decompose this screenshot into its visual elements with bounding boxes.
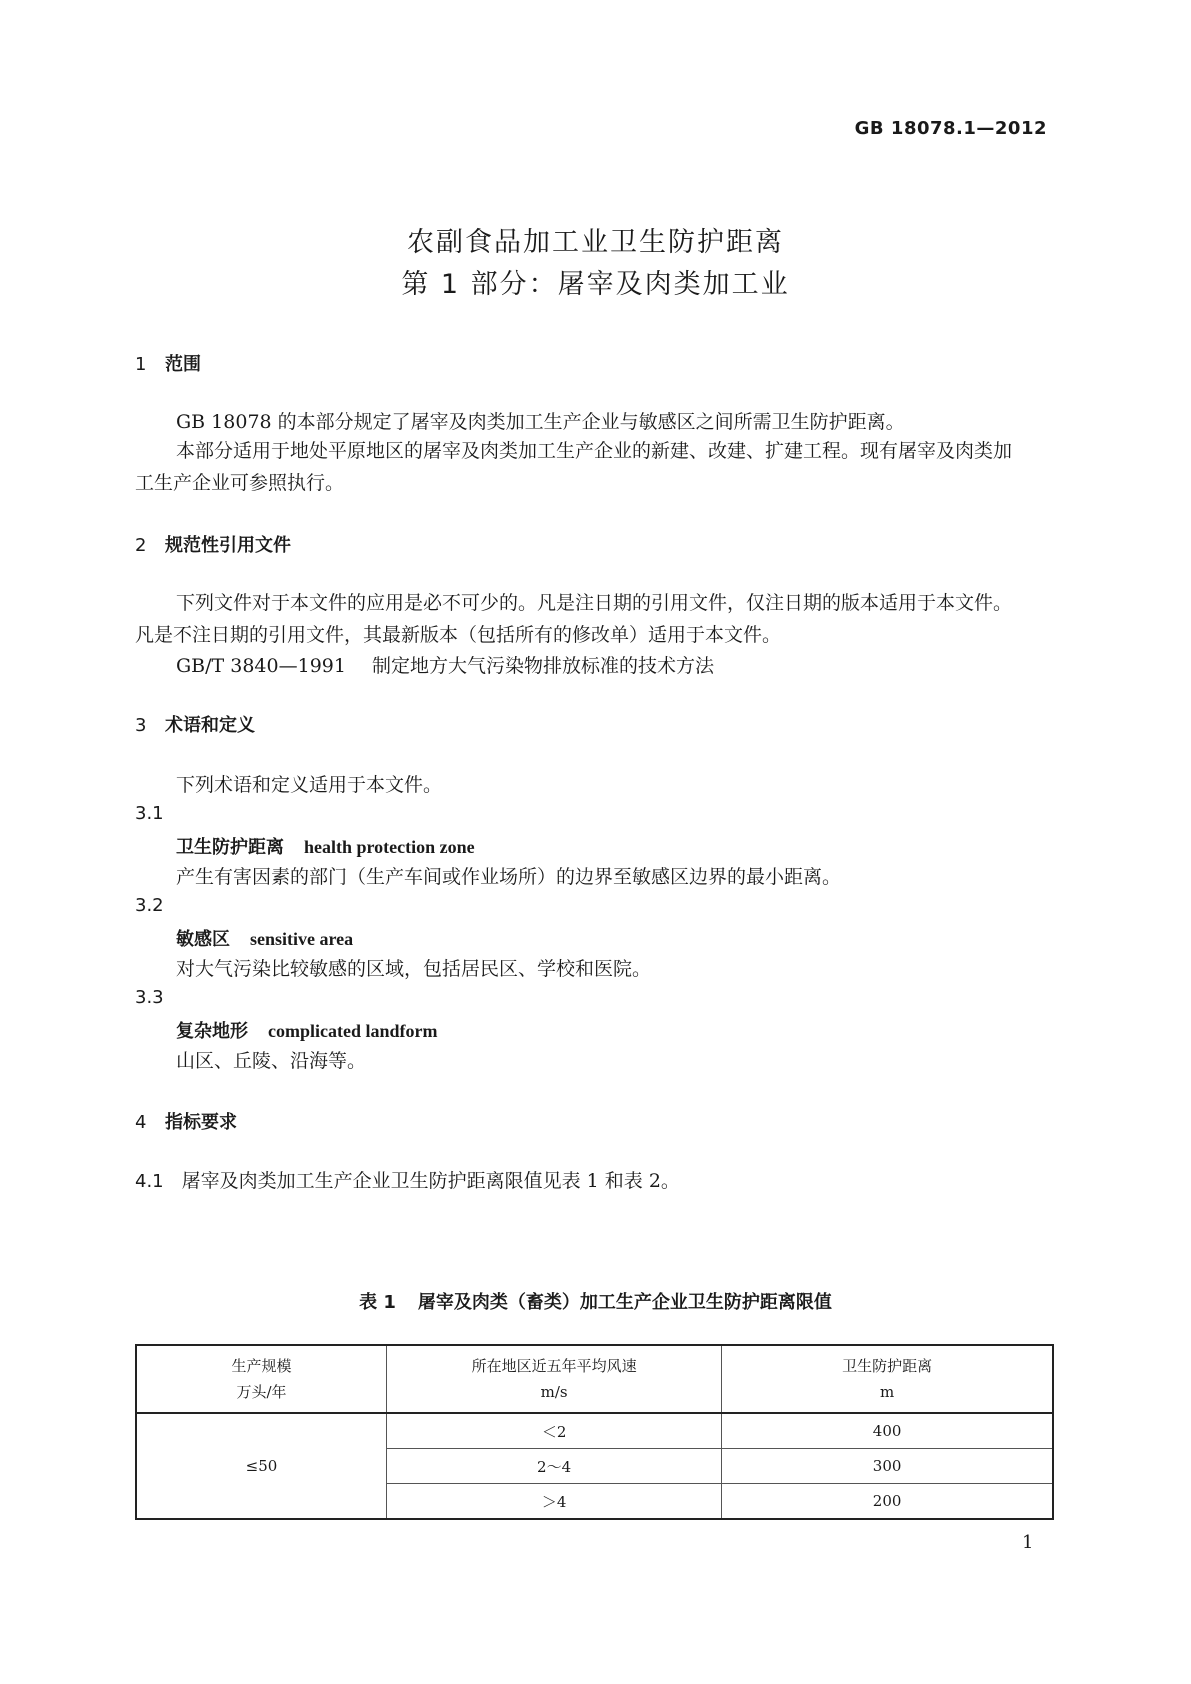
section-heading-scope <box>135 350 201 376</box>
table-row <box>136 1413 1053 1449</box>
document-title: 农副食品加工业卫生防护距离 <box>407 227 784 258</box>
table-cell-wind: ＜2 <box>386 1413 721 1449</box>
table-cell-wind: ＞4 <box>386 1484 721 1520</box>
protection-distance-table <box>135 1344 1054 1520</box>
table-header-row <box>136 1345 1053 1413</box>
section-heading-terms <box>135 711 255 737</box>
table-header-cell: 所在地区近五年平均风速 m/s <box>386 1345 721 1413</box>
term-name-zh: 复杂地形 <box>176 1021 248 1042</box>
section-heading-requirements <box>135 1108 237 1134</box>
section-title: 范围 <box>165 354 201 375</box>
document-subtitle: 第 1 部分：屠宰及肉类加工业 <box>401 269 790 300</box>
table-caption-title: 屠宰及肉类（畜类）加工生产企业卫生防护距离限值 <box>417 1292 832 1313</box>
table-cell-wind: 2～4 <box>386 1449 721 1484</box>
table-cell-distance: 200 <box>722 1484 1053 1520</box>
term-definition: 山区、丘陵、沿海等。 <box>176 1050 367 1072</box>
section-number: 4 <box>135 1112 147 1133</box>
table-caption-number: 表 1 <box>359 1292 396 1313</box>
term-definition: 产生有害因素的部门（生产车间或作业场所）的边界至敏感区边界的最小距离。 <box>176 866 842 888</box>
clause-text: 屠宰及肉类加工生产企业卫生防护距离限值见表 1 和表 2。 <box>181 1170 680 1192</box>
scope-paragraph-1: GB 18078 的本部分规定了屠宰及肉类加工生产企业与敏感区之间所需卫生防护距离。 <box>176 411 905 433</box>
term-name-en: complicated landform <box>268 1021 438 1041</box>
table-header-cell: 生产规模 万头/年 <box>136 1345 386 1413</box>
clause-number: 4.1 <box>135 1171 164 1192</box>
term-definition: 对大气污染比较敏感的区域，包括居民区、学校和医院。 <box>176 958 652 980</box>
term-name-en: health protection zone <box>304 837 475 857</box>
section-title: 术语和定义 <box>165 715 255 736</box>
term-number: 3.1 <box>135 803 164 824</box>
term-number: 3.2 <box>135 895 164 916</box>
reference-title: 制定地方大气污染物排放标准的技术方法 <box>371 655 714 677</box>
section-title: 规范性引用文件 <box>165 535 291 556</box>
terms-intro: 下列术语和定义适用于本文件。 <box>176 774 443 796</box>
table-cell-distance: 400 <box>722 1413 1053 1449</box>
term-number: 3.3 <box>135 987 164 1008</box>
table-cell-distance: 300 <box>722 1449 1053 1484</box>
section-heading-references <box>135 531 291 557</box>
standard-code: GB 18078.1—2012 <box>854 118 1047 139</box>
term-name <box>176 1017 437 1043</box>
term-name-zh: 卫生防护距离 <box>176 837 284 858</box>
section-number: 2 <box>135 535 147 556</box>
term-name <box>176 833 475 859</box>
term-name-en: sensitive area <box>250 929 354 949</box>
references-paragraph: 下列文件对于本文件的应用是必不可少的。凡是注日期的引用文件，仅注日期的版本适用于本文件。凡是不注日期的引用文件，其最新版本（包括所有的修改单）适用于本文件。 <box>135 592 1013 646</box>
reference-code: GB/T 3840—1991 <box>176 655 346 677</box>
section-number: 3 <box>135 715 147 736</box>
term-name-zh: 敏感区 <box>176 929 230 950</box>
table-caption <box>0 1288 1191 1314</box>
scope-paragraph-2: 本部分适用于地处平原地区的屠宰及肉类加工生产企业的新建、改建、扩建工程。现有屠宰及肉类加工生产企业可参照执行。 <box>135 440 1013 494</box>
clause-4-1 <box>135 1166 680 1193</box>
term-name <box>176 925 353 951</box>
table-header-cell: 卫生防护距离 m <box>722 1345 1053 1413</box>
page-number: 1 <box>1022 1532 1034 1553</box>
reference-entry <box>176 651 714 678</box>
section-title: 指标要求 <box>165 1112 237 1133</box>
section-number: 1 <box>135 354 147 375</box>
table-cell-scale: ≤50 <box>136 1413 386 1519</box>
